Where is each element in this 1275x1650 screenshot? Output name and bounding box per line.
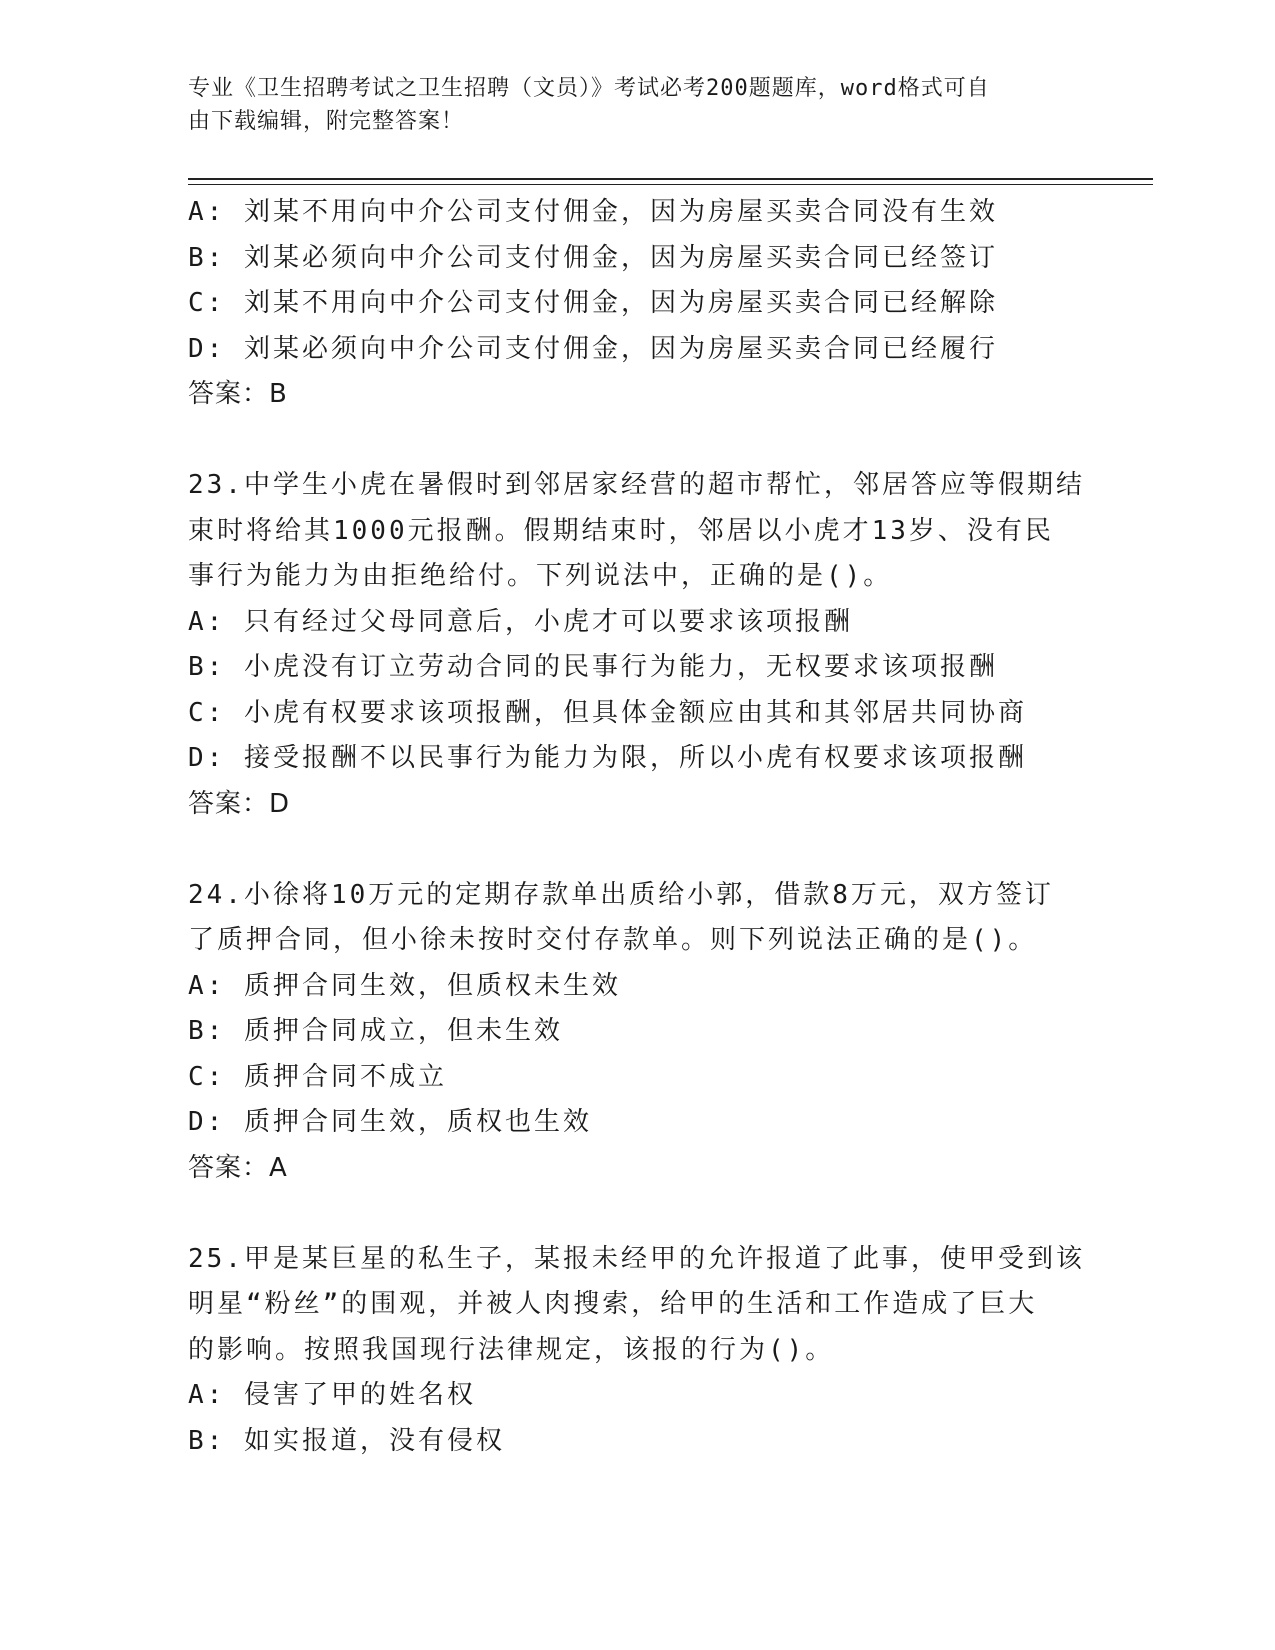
- option-d: D: 刘某必须向中介公司支付佣金，因为房屋买卖合同已经履行: [188, 333, 998, 364]
- answer-line: 答案：D: [188, 788, 291, 819]
- option-a: A: 质押合同生效，但质权未生效: [188, 970, 621, 1001]
- header-line-1: 专业《卫生招聘考试之卫生招聘（文员）》考试必考200题题库，word格式可自: [188, 76, 990, 101]
- option-b: B: 刘某必须向中介公司支付佣金，因为房屋买卖合同已经签订: [188, 242, 998, 273]
- question-stem-line: 25.甲是某巨星的私生子，某报未经甲的允许报道了此事，使甲受到该: [188, 1243, 1085, 1274]
- option-a: A: 只有经过父母同意后，小虎才可以要求该项报酬: [188, 606, 853, 637]
- question-stem-line: 束时将给其1000元报酬。假期结束时，邻居以小虎才13岁、没有民: [188, 515, 1054, 546]
- option-c: C: 质押合同不成立: [188, 1061, 447, 1092]
- header-divider-thin: [188, 184, 1153, 185]
- question-stem-line: 23.中学生小虎在暑假时到邻居家经营的超市帮忙，邻居答应等假期结: [188, 470, 1085, 500]
- question-24: [188, 873, 1088, 1192]
- option-c: C: 小虎有权要求该项报酬，但具体金额应由其和其邻居共同协商: [188, 697, 1027, 728]
- answer-line: 答案：A: [188, 1152, 288, 1183]
- question-25: [188, 1237, 1088, 1465]
- question-23: [188, 463, 1088, 827]
- question-stem-line: 24.小徐将10万元的定期存款单出质给小郭，借款8万元，双方签订: [188, 879, 1054, 910]
- document-header: [188, 72, 1068, 138]
- option-a: A: 刘某不用向中介公司支付佣金，因为房屋买卖合同没有生效: [188, 197, 998, 227]
- question-stem-line: 了质押合同，但小徐未按时交付存款单。则下列说法正确的是()。: [188, 925, 1038, 955]
- header-line-2: 由下载编辑，附完整答案！: [188, 109, 465, 134]
- option-d: D: 质押合同生效，质权也生效: [188, 1107, 592, 1137]
- question-stem-line: 的影响。按照我国现行法律规定，该报的行为()。: [188, 1334, 835, 1365]
- answer-line: 答案：B: [188, 379, 288, 409]
- option-b: B: 如实报道，没有侵权: [188, 1425, 505, 1456]
- option-d: D: 接受报酬不以民事行为能力为限，所以小虎有权要求该项报酬: [188, 743, 1027, 773]
- option-b: B: 小虎没有订立劳动合同的民事行为能力，无权要求该项报酬: [188, 652, 998, 682]
- header-divider: [188, 178, 1153, 180]
- option-a: A: 侵害了甲的姓名权: [188, 1380, 476, 1410]
- question-22-continued: [188, 190, 1088, 418]
- document-body: [188, 190, 1088, 1464]
- option-c: C: 刘某不用向中介公司支付佣金，因为房屋买卖合同已经解除: [188, 288, 998, 318]
- question-stem-line: 明星“粉丝”的围观，并被人肉搜索，给甲的生活和工作造成了巨大: [188, 1289, 1038, 1319]
- question-stem-line: 事行为能力为由拒绝给付。下列说法中，正确的是()。: [188, 561, 893, 591]
- option-b: B: 质押合同成立，但未生效: [188, 1016, 563, 1046]
